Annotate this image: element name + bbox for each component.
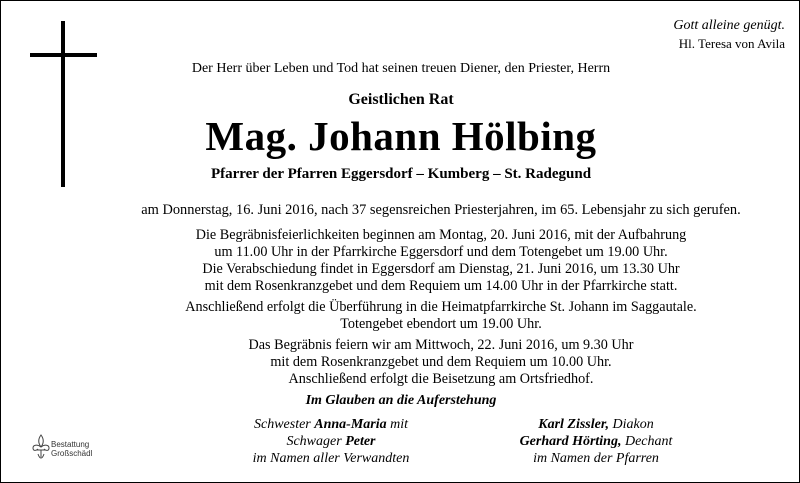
signature-suffix: Dechant <box>621 434 673 449</box>
signature-parish <box>471 416 721 467</box>
signature-line <box>216 433 446 450</box>
paragraph-line: Anschließend erfolgt die Überführung in die Heimatpfarrkirche St. Johann im Saggautale. <box>185 299 697 315</box>
death-line: am Donnerstag, 16. Juni 2016, nach 37 segensreichen Priesterjahren, im 65. Lebensjahr zu sich gerufen. <box>141 202 741 218</box>
signature-name: Gerhard Hörting, <box>519 434 622 449</box>
paragraph-line: Totengebet ebendort um 19.00 Uhr. <box>340 316 542 332</box>
intro-line: Der Herr über Leben und Tod hat seinen treuen Diener, den Priester, Herrn <box>191 61 611 76</box>
rank-title: Geistlichen Rat <box>348 91 454 108</box>
fleur-de-lis-icon <box>31 434 51 460</box>
signature-line <box>471 433 721 450</box>
quote-text: Gott alleine genügt. <box>673 18 785 33</box>
paragraph-line: um 11.00 Uhr in der Pfarrkirche Eggersdorf und dem Totengebet um 19.00 Uhr. <box>214 244 668 260</box>
logo-text-line2: Großschädl <box>51 449 93 458</box>
signature-line <box>216 416 446 433</box>
signature-line: im Namen der Pfarren <box>533 451 659 466</box>
burial-paragraph <box>81 337 800 388</box>
role-line: Pfarrer der Pfarren Eggersdorf – Kumberg – St. Radegund <box>210 166 592 182</box>
deceased-name: Mag. Johann Hölbing <box>205 113 597 159</box>
signature-name: Anna-Maria <box>314 417 387 432</box>
signature-suffix: mit <box>386 417 408 432</box>
paragraph-line: Die Begräbnisfeierlichkeiten beginnen am Montag, 20. Juni 2016, mit der Aufbahrung <box>195 227 687 243</box>
paragraph-line: mit dem Rosenkranzgebet und dem Requiem um 10.00 Uhr. <box>270 354 612 370</box>
signature-line <box>471 416 721 433</box>
signature-line: im Namen aller Verwandten <box>252 451 410 466</box>
signature-prefix: Schwager <box>286 434 346 449</box>
quote-block <box>673 17 785 53</box>
logo-text-line1: Bestattung <box>51 440 90 449</box>
paragraph-line: Anschließend erfolgt die Beisetzung am Ortsfriedhof. <box>288 371 594 387</box>
signature-family <box>216 416 446 467</box>
quote-author: Hl. Teresa von Avila <box>678 36 785 51</box>
faith-line: Im Glauben an die Auferstehung <box>305 393 497 408</box>
paragraph-line: Die Verabschiedung findet in Eggersdorf am Dienstag, 21. Juni 2016, um 13.30 Uhr <box>202 261 680 277</box>
paragraph-line: mit dem Rosenkranzgebet und dem Requiem um 14.00 Uhr in der Pfarrkirche statt. <box>204 278 678 294</box>
transfer-paragraph <box>81 299 800 333</box>
paragraph-line: Das Begräbnis feiern wir am Mittwoch, 22. Juni 2016, um 9.30 Uhr <box>248 337 634 353</box>
signature-name: Peter <box>345 434 376 449</box>
funeral-home-logo <box>31 433 93 473</box>
cross-icon-horizontal <box>30 53 97 57</box>
signature-prefix: Schwester <box>253 417 315 432</box>
signature-name: Karl Zissler, <box>538 417 610 432</box>
signature-suffix: Diakon <box>609 417 654 432</box>
funeral-schedule-paragraph <box>81 227 800 295</box>
